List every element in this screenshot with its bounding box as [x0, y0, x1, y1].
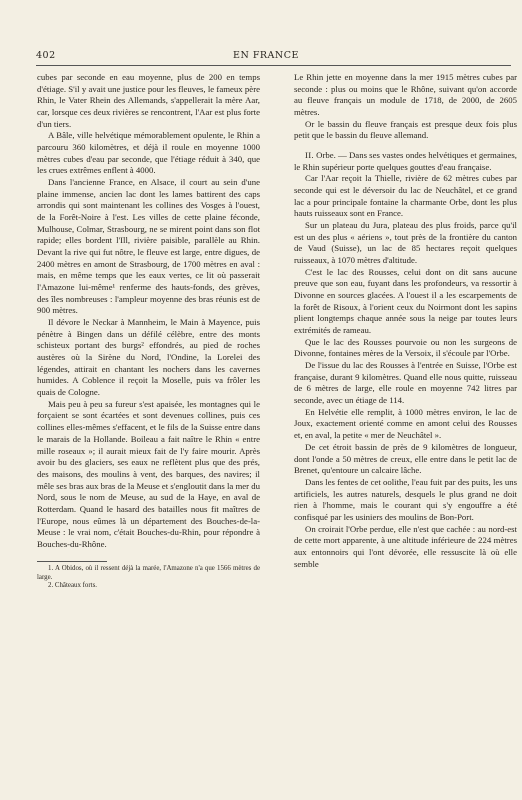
header-rule — [36, 65, 511, 66]
section-title: Orbe. — [316, 150, 336, 161]
section-text: — Dans ses vastes ondes helvétiques et germaines, le Rhin supérieur porte quelques gouttes d'eau française. — [294, 150, 517, 172]
paragraph: Il dévore le Neckar à Mannheim, le Main à Mayence, puis pénètre à Bingen dans un défilé célèbre, entre des monts schisteux portant des burgs² effondrés, au pied de roches austères où la Sirène du Nord, l'Ondine, la Lorelei des légendes, attirait en chantant les nochers dans les cavernes humides. A Coblence il reçoit la Moselle, puis va frôler les quais de Cologne. — [37, 317, 260, 398]
paragraph: Or le bassin du fleuve français est presque deux fois plus petit que le bassin du fleuve allemand. — [294, 118, 517, 141]
footnotes — [37, 565, 260, 592]
footnote-rule — [37, 561, 107, 562]
paragraph: Sur un plateau du Jura, plateau des plus froids, parce qu'il est un des plus « aériens », tout près de la frontière du canton de Vaud (Suisse), un lac de 85 hectares reçoit quelques ruisseaux, à 1070 mètres d'altitude. — [294, 220, 517, 266]
paragraph: Dans l'ancienne France, en Alsace, il court au sein d'une plaine immense, ancien lac dont les lames battirent des caps arrondis qui sont maintenant les collines des Vosges à l'ouest, de la Forêt-Noire à l'est. Les villes de cette plaine féconde, Mulhouse, Colmar, Strasbourg, ne se mirent point dans son flot rapide; elles bordent l'Ill, rivière paisible, parallèle au Rhin. Devant la rive qui fut nôtre, le fleuve est large, entre digues, de 2400 mètres en amont de Strasbourg, de 1700 mètres en aval : mais, en même temps que les eaux vertes, ce lit où passerait l'Amazone lui-même¹ renferme des hauts-fonds, des grèves, des îles nombreuses : l'ampleur moyenne des bras réunis est de 900 mètres. — [37, 177, 260, 316]
paragraph: Dans les fentes de cet oolithe, l'eau fuit par des puits, les uns artificiels, les autres naturels, desquels le plus grand ne doit rien à l'homme, mais le courant qui s'y engouffre a été confisqué par les usiniers des moulins de Bon-Port. — [294, 476, 518, 522]
right-column — [294, 72, 517, 570]
paragraph: Mais peu à peu sa fureur s'est apaisée, les montagnes qui le forçaient se sont écartées et sont devenues collines, puis ces collines elles-mêmes s'effacent, et le fils de la Suisse entre dans le marais de la Hollande. Boileau a fait naître le Rhin « entre mille roseaux »; il aurait mieux fait de l'y faire mourir. Après avoir bu des glaciers, ses eaux ne reflètent plus que des prés, des maisons, des moulins à vent, des barques, des navires; il mêle ses bras aux bras de la Meuse et s'engloutit dans la mer du Nord, sous le nom de Meuse, au sud de la Haye, en aval de Rotterdam. Quand le hasard des batailles nous fit maîtres de l'Europe, nous eûmes là un département des Bouches-de-la-Meuse : le vrai nom, c'était Bouches-du-Rhin, pour répondre à Bouches-du-Rhône. — [37, 398, 260, 549]
left-column — [37, 72, 260, 591]
paragraph: cubes par seconde en eau moyenne, plus de 200 en temps d'étiage. S'il y avait une justice pour les fleuves, le fameux père Rhin, le Vater Rhein des Allemands, s'appellerait la mère Aar, car, lorsque ces deux rivières se rencontrent, l'Aar est plus forte d'un tiers. — [37, 72, 260, 129]
paragraph: A Bâle, ville helvétique mémorablement opulente, le Rhin a parcouru 360 kilomètres, et déjà il roule en moyenne 1000 mètres cubes d'eau par seconde, que l'étiage réduit à 340, que les crues extrêmes enflent à 4000. — [37, 130, 260, 176]
paragraph: C'est le lac des Rousses, celui dont on dit sans aucune preuve que son eau, fuyant dans les profondeurs, va ressortir à Divonne en sources glacées. A l'ouest il a les escarpements de la forêt de Risoux, à l'orient ceux du Noirmont dont les sapins plient longtemps chaque année sous la neige par toutes leurs extrémités de rameau. — [294, 266, 517, 336]
paragraph: Le Rhin jette en moyenne dans la mer 1915 mètres cubes par seconde : plus ou moins que le Rhône, suivant qu'on accorde au fleuve français un module de 1718, de 2000, de 2605 mètres. — [294, 72, 517, 118]
paragraph: Que le lac des Rousses pourvoie ou non les surgeons de Divonne, fontaines mères de la Versoix, il s'écoule par l'Orbe. — [294, 336, 517, 359]
footnote: 1. A Obidos, où il ressent déjà la marée, l'Amazone n'a que 1566 mètres de large. — [37, 564, 260, 581]
page-number: 402 — [36, 50, 56, 61]
paragraph: De cet étroit bassin de près de 9 kilomètres de longueur, dont l'onde a 50 mètres de creux, elle entre dans le petit lac de Brenet, qu'entoure un calcaire lâche. — [294, 441, 517, 476]
section-heading-paragraph — [294, 150, 517, 173]
paragraph: De l'issue du lac des Rousses à l'entrée en Suisse, l'Orbe est française, durant 9 kilomètres. Quand elle nous quitte, ruisseau de 6 mètres de large, elle roule en moyenne 742 litres par seconde, avec un étiage de 114. — [294, 360, 517, 406]
running-title: EN FRANCE — [233, 50, 299, 61]
section-number: II. — [305, 150, 314, 161]
paragraph: On croirait l'Orbe perdue, elle n'est que cachée : au nord-est de cette mort apparente, à une altitude inférieure de 224 mètres aux entonnoirs qui l'ont dévorée, elle ressuscite là où elle semble — [294, 523, 517, 569]
paragraph: En Helvétie elle remplit, à 1000 mètres environ, le lac de Joux, exactement orienté comme en amont celui des Rousses et, en aval, la petite « mer de Neuchâtel ». — [294, 406, 517, 441]
paragraph: Car l'Aar reçoit la Thielle, rivière de 62 mètres cubes par seconde qui est le déversoir du lac de Neuchâtel, et ce grand lac a pour principale fontaine la charmante Orbe, dont les plus hauts ruisseaux sont en France. — [294, 173, 517, 219]
page-header — [36, 50, 496, 64]
footnote: 2. Châteaux forts. — [48, 582, 97, 590]
